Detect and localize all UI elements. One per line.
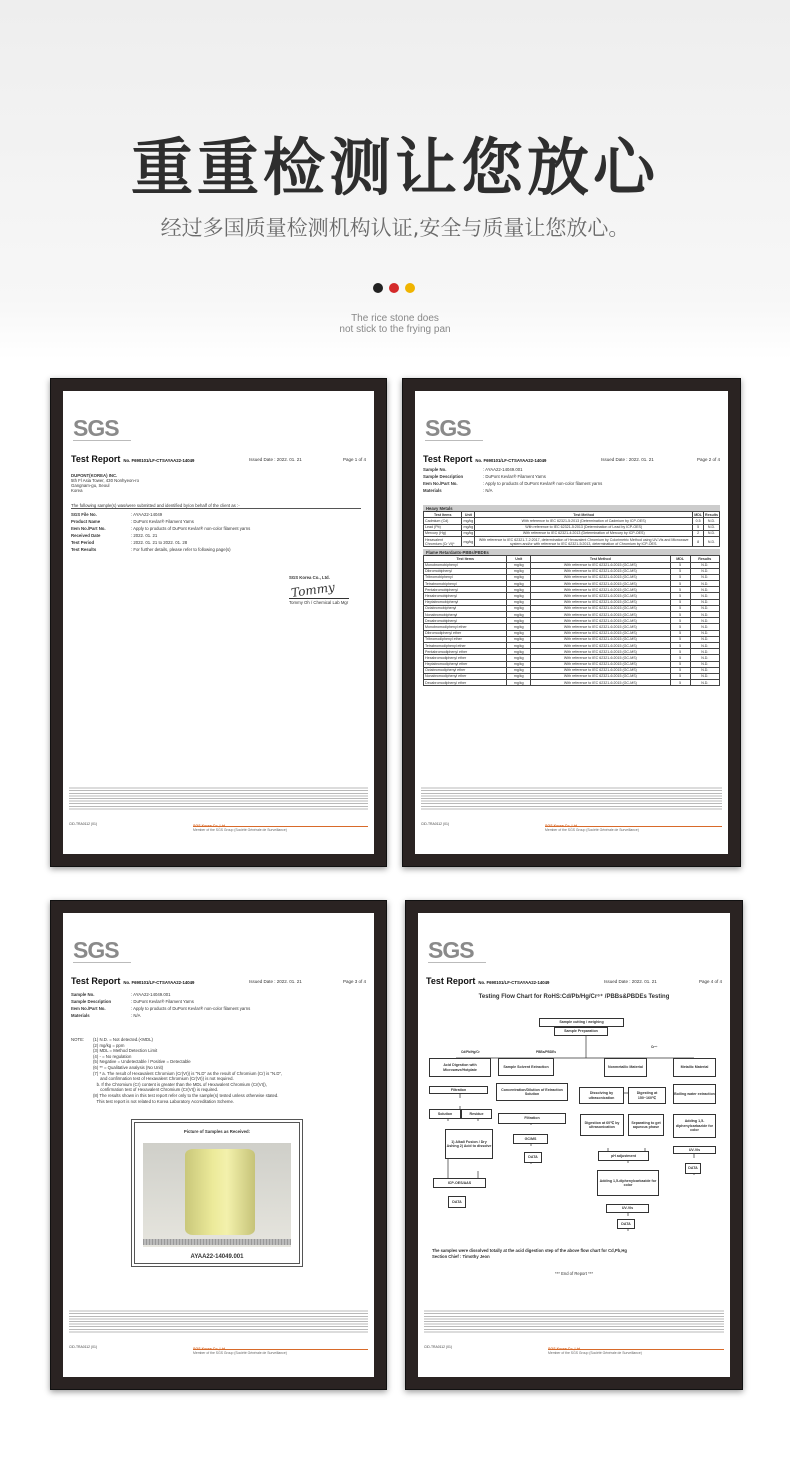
table-cell: 5 xyxy=(670,673,690,679)
table-cell: 5 xyxy=(670,624,690,630)
signature: Tommy xyxy=(290,580,336,600)
table-cell: mg/kg xyxy=(507,630,531,636)
table-cell: 0.5 xyxy=(693,518,704,524)
field-value: : AYAA22-14049.001 xyxy=(131,992,171,997)
table-cell: 5 xyxy=(670,581,690,587)
table-cell: N.D. xyxy=(690,649,719,655)
table-row xyxy=(424,536,720,546)
heavy-metals-table xyxy=(423,511,720,547)
table-cell: N.D. xyxy=(704,524,720,530)
signer-name: Tommy Oh / Chemical Lab Mgr xyxy=(289,600,349,605)
table-cell: mg/kg xyxy=(507,593,531,599)
flowchart-box: Digesting at 150~160℃ xyxy=(628,1087,666,1104)
address-line: Korea xyxy=(71,488,83,493)
note-line: and confirmation test of Hexavalent Chromium (Cr(VI)) is not required. xyxy=(93,1076,234,1082)
page-title: 重重检测让您放心 xyxy=(130,131,659,204)
sample-picture-box xyxy=(131,1119,303,1267)
field-value: : Apply to products of DuPont Kevlar® non-color filament yarns xyxy=(131,1006,251,1011)
footer-member: Member of the SGS Group (Société Générale de Surveillance) xyxy=(545,826,722,832)
tagline-line1: The rice stone does xyxy=(351,313,439,324)
table-cell: mg/kg xyxy=(507,618,531,624)
report-number: No. F690101/LF-CTSAYAA22-14049 xyxy=(478,980,550,985)
report-number: No. F690101/LF-CTSAYAA22-14049 xyxy=(475,458,547,463)
table-cell: Octabromodiphenyl ether xyxy=(424,667,507,673)
table-cell: N.D. xyxy=(690,680,719,686)
field-value: : 2022. 01. 21 to 2022. 01. 28 xyxy=(131,540,188,545)
form-code: CID-TRA0112 (01) xyxy=(69,1345,98,1349)
page-number: Page 1 of 4 xyxy=(342,457,366,462)
table-cell: N.D. xyxy=(690,673,719,679)
field-label: Sample Description xyxy=(423,474,464,479)
field-row xyxy=(71,518,361,525)
table-cell: Decabromodiphenyl ether xyxy=(424,680,507,686)
table-cell: 5 xyxy=(670,642,690,648)
certificate-page-4 xyxy=(405,900,743,1390)
field-label: Materials xyxy=(423,488,442,493)
column-header: Unit xyxy=(462,512,475,518)
field-row xyxy=(71,511,361,518)
flowchart-box: UV-Vis xyxy=(673,1146,716,1154)
issued-date: Issued Date : 2022. 01. 21 xyxy=(249,979,302,984)
table-cell: 5 xyxy=(670,630,690,636)
address-line: Gangnam-gu, Seoul xyxy=(71,483,110,488)
flowchart-box: Nonmetallic Material xyxy=(604,1058,647,1077)
table-cell: 5 xyxy=(670,599,690,605)
table-cell: N.D. xyxy=(690,581,719,587)
section-chief: Section Chief : Timothy Jeon xyxy=(432,1253,490,1259)
table-cell: With reference to IEC 62321-6:2015 (GC-MS) xyxy=(531,593,671,599)
table-cell: 5 xyxy=(670,655,690,661)
table-cell: mg/kg xyxy=(507,649,531,655)
flowchart-box: Metallic Material xyxy=(673,1058,716,1077)
flowchart-box: Sample Solvent Extraction xyxy=(498,1058,554,1076)
note-line: (3) MDL = Method Detection Limit xyxy=(93,1048,158,1054)
table-cell: Tribromodiphenyl ether xyxy=(424,636,507,642)
table-cell: Heptabromodiphenyl ether xyxy=(424,661,507,667)
report-title-text: Test Report xyxy=(71,454,121,464)
table-cell: Pentabromobiphenyl xyxy=(424,587,507,593)
table-cell: With reference to IEC 62321-6:2015 (GC-MS) xyxy=(531,599,671,605)
field-value: : Apply to products of DuPont Kevlar® non-color filament yarns xyxy=(483,481,603,486)
table-cell: With reference to IEC 62321-5:2013 (Determination of Cadmium by ICP-OES) xyxy=(475,518,693,524)
field-label: SGS File No. xyxy=(71,512,97,517)
table-cell: Monobromodiphenyl ether xyxy=(424,624,507,630)
report-number: No. F690101/LF-CTSAYAA22-14049 xyxy=(123,458,195,463)
sample-fields xyxy=(423,466,713,494)
sample-id: AYAA22-14049.001 xyxy=(190,1254,244,1260)
table-cell: 8 xyxy=(693,536,704,546)
column-header: Test Method xyxy=(531,556,671,562)
field-row xyxy=(71,998,361,1005)
sgs-korea-label: SGS Korea Co.,Ltd. xyxy=(548,1347,582,1351)
table-cell: mg/kg xyxy=(507,581,531,587)
column-header: MDL xyxy=(694,512,702,517)
table-cell: With reference to IEC 62321-6:2015 (GC-MS) xyxy=(531,624,671,630)
page-number: Page 3 of 4 xyxy=(342,979,366,984)
field-value: : AYAA22-14049.001 xyxy=(483,467,523,472)
table-cell: mg/kg xyxy=(463,531,474,536)
table-cell: Dibromodiphenyl ether xyxy=(424,630,507,636)
field-value: : Apply to products of DuPont Kevlar® non-color filament yarns xyxy=(131,526,251,531)
flowchart-box: UV-Vis xyxy=(606,1204,649,1213)
flowchart-branch-label: Cd/Pb/Hg/Cr xyxy=(461,1050,480,1054)
flowchart-box: DATA xyxy=(685,1163,701,1174)
flowchart-box: Dissolving by ultrasonication xyxy=(579,1087,624,1104)
sgs-korea-label: SGS Korea Co.,Ltd. xyxy=(545,824,579,828)
table-cell: mg/kg xyxy=(507,605,531,611)
tagline-line2: not stick to the frying pan xyxy=(339,324,451,335)
flowchart-box: GC/MS xyxy=(513,1134,548,1144)
table-cell: N.D. xyxy=(690,661,719,667)
table-cell: N.D. xyxy=(690,642,719,648)
table-cell: With reference to IEC 62321-6:2015 (GC-MS) xyxy=(531,673,671,679)
table-cell: 5 xyxy=(670,605,690,611)
results-tables xyxy=(423,503,720,686)
flowchart-branch-label: Cr⁶⁺ xyxy=(651,1045,658,1049)
flowchart-box: Boiling water extraction xyxy=(673,1084,716,1104)
footer-member: Member of the SGS Group (Société Générale de Surveillance) xyxy=(548,1349,724,1355)
certificate-page-1 xyxy=(50,378,387,867)
table-cell: With reference to IEC 62321-5:2013 (Determination of Lead by ICP-OES) xyxy=(475,524,693,530)
table-cell: With reference to IEC 62321-6:2015 (GC-MS) xyxy=(531,642,671,648)
table-cell: 5 xyxy=(670,562,690,568)
table-cell: mg/kg xyxy=(507,655,531,661)
table-cell: N.D. xyxy=(690,605,719,611)
disclaimer-text xyxy=(424,1309,724,1333)
report-title-text: Test Report xyxy=(426,976,476,986)
issued-date: Issued Date : 2022. 01. 21 xyxy=(249,457,302,462)
table-cell: mg/kg xyxy=(507,587,531,593)
table-cell: mg/kg xyxy=(507,574,531,580)
note-line: This test report is not related to Korea Laboratory Accreditation Scheme. xyxy=(93,1098,235,1104)
flowchart-box: Solution xyxy=(429,1109,461,1119)
flowchart-box: Adding 1,5-diphenylcarbazide for color xyxy=(597,1170,659,1196)
table-cell: Pentabromodiphenyl ether xyxy=(424,649,507,655)
table-cell: N.D. xyxy=(690,618,719,624)
field-label: Item No./Part No. xyxy=(423,481,458,486)
table-cell: With reference to IEC 62321-6:2015 (GC-MS) xyxy=(531,655,671,661)
table-cell: 2 xyxy=(693,530,704,536)
table-cell: 5 xyxy=(670,587,690,593)
field-label: Sample Description xyxy=(71,999,112,1004)
footer-member: Member of the SGS Group (Société Générale de Surveillance) xyxy=(193,826,368,832)
issued-date: Issued Date : 2022. 01. 21 xyxy=(601,457,654,462)
flowchart-box: Separating to get aqueous phase xyxy=(628,1114,664,1136)
column-header: Test Items xyxy=(424,556,507,562)
dot-black xyxy=(373,283,383,293)
table-cell: With reference to IEC 62321-6:2015 (GC-MS) xyxy=(531,618,671,624)
table-cell: mg/kg xyxy=(463,525,474,530)
field-value: : DuPont Kevlar® Filament Yarns xyxy=(131,519,194,524)
field-value: : 2022. 01. 21 xyxy=(131,533,158,538)
field-label: Item No./Part No. xyxy=(71,1006,106,1011)
report-fields xyxy=(71,511,361,553)
certificate-page-2 xyxy=(402,378,741,867)
flowchart-box: Sample Preparation xyxy=(554,1027,608,1036)
field-value: : N/A xyxy=(131,1013,141,1018)
field-label: Received Date xyxy=(71,533,101,538)
flowchart-box: Filtration xyxy=(429,1086,488,1094)
table-cell: mg/kg xyxy=(507,661,531,667)
note-line: confirmation test of Hexavalent Chromium (Cr(VI)) is required. xyxy=(93,1087,219,1093)
disclaimer-text xyxy=(69,786,368,810)
field-row xyxy=(71,525,361,532)
note-line: (7) * a. The result of Hexavalent Chromium (Cr(VI)) is "N.D" as the result of Chromium (Cr) is "N.D", xyxy=(93,1070,283,1076)
table-cell: mg/kg xyxy=(507,636,531,642)
picture-title: Picture of Samples as Received: xyxy=(183,1129,251,1134)
flowchart-box: Digestion at 60℃ by ultrasonication xyxy=(580,1114,624,1136)
table-cell: With reference to IEC 62321-6:2015 (GC-MS) xyxy=(531,605,671,611)
sgs-logo: SGS xyxy=(73,417,131,441)
note-line: (8) The results shown in this test report refer only to the sample(s) tested unless otherwise stated. xyxy=(93,1092,279,1098)
disclaimer-text xyxy=(69,1309,368,1333)
field-row xyxy=(71,1012,361,1019)
table-cell: 5 xyxy=(670,667,690,673)
field-row xyxy=(71,532,361,539)
table-cell: N.D. xyxy=(690,630,719,636)
field-row xyxy=(71,991,361,998)
note-line: (5) Negative = Undetectable / Positive = Detectable xyxy=(93,1059,191,1065)
note-line: (2) mg/kg = ppm xyxy=(93,1042,125,1048)
page-number: Page 4 of 4 xyxy=(698,979,722,984)
table-cell: With reference to IEC 62321-7-2:2017, determination of Hexavalent Chromium by Colorimetric Method using UV-Vis and Microwave system and/or with reference to IEC 62321-5:2013, determination of Chromium by ICP-OES. xyxy=(475,536,693,546)
table-cell: Cadmium (Cd) xyxy=(424,518,462,524)
note-line: b. If the Chromium (Cr) content is greater than the MDL of Hexavalent Chromium (Cr(VI)), xyxy=(93,1081,267,1087)
field-row xyxy=(423,480,713,487)
field-value: : N/A xyxy=(483,488,493,493)
signer-company: SGS Korea Co., Ltd. xyxy=(289,575,330,580)
table-cell: 5 xyxy=(670,568,690,574)
table-cell: N.D. xyxy=(704,536,720,546)
flowchart-box: DATA xyxy=(524,1152,542,1163)
table-cell: Heptabromobiphenyl xyxy=(424,599,507,605)
flowchart-box: pH adjustment xyxy=(598,1151,649,1161)
table-cell: With reference to IEC 62321-6:2015 (GC-MS) xyxy=(531,587,671,593)
table-cell: mg/kg xyxy=(507,599,531,605)
table-cell: 5 xyxy=(670,680,690,686)
table-cell: 5 xyxy=(693,524,704,530)
table-cell: N.D. xyxy=(690,655,719,661)
table-cell: Mercury (Hg) xyxy=(424,530,462,536)
flame-retardants-table xyxy=(423,555,720,686)
table-cell: mg/kg xyxy=(507,568,531,574)
flowchart-box: Concentration/Dilution of Extraction Solution xyxy=(496,1083,568,1101)
flowchart-title: Testing Flow Chart for RoHS:Cd/Pb/Hg/Cr⁶⁺ /PBBs&PBDEs Testing xyxy=(478,994,670,1000)
table-cell: With reference to IEC 62321-6:2015 (GC-MS) xyxy=(531,581,671,587)
table-cell: 5 xyxy=(670,593,690,599)
table-cell: N.D. xyxy=(690,568,719,574)
field-label: Test Period xyxy=(71,540,95,545)
column-header: Results xyxy=(705,512,718,517)
flowchart-box: Adding 1,5-diphenylcarbazide for color xyxy=(673,1114,716,1138)
table-cell: With reference to IEC 62321-6:2015 (GC-MS) xyxy=(531,661,671,667)
note-line: (4) - = No regulation xyxy=(93,1053,132,1059)
table-cell: With reference to IEC 62321-6:2015 (GC-MS) xyxy=(531,667,671,673)
table-cell: mg/kg xyxy=(507,642,531,648)
flowchart-box: Sample cutting / weighing xyxy=(539,1018,624,1027)
field-row xyxy=(423,466,713,473)
client-address xyxy=(71,473,139,493)
field-label: Test Results xyxy=(71,547,97,552)
table-cell: With reference to IEC 62321-6:2015 (GC-MS) xyxy=(531,630,671,636)
field-row xyxy=(423,473,713,480)
table-cell: 5 xyxy=(670,636,690,642)
table-cell: mg/kg xyxy=(507,667,531,673)
sample-photo xyxy=(143,1143,291,1247)
table-cell: mg/kg xyxy=(507,680,531,686)
table-cell: With reference to IEC 62321-6:2015 (GC-MS) xyxy=(531,680,671,686)
report-title xyxy=(71,454,194,464)
table-cell: Tetrabromodiphenyl ether xyxy=(424,642,507,648)
table-cell: 5 xyxy=(670,618,690,624)
field-row xyxy=(71,546,361,553)
report-title-text: Test Report xyxy=(71,976,121,986)
flowchart-box: Filtration xyxy=(498,1113,566,1124)
table-cell: Lead (Pb) xyxy=(424,524,462,530)
form-code: CID-TRA0112 (01) xyxy=(424,1345,453,1349)
note-line: (1) N.D. = Not detected.(<MDL) xyxy=(93,1037,153,1042)
heavy-metals-title: Heavy Metals xyxy=(423,505,720,511)
flowchart-note xyxy=(432,1248,716,1259)
disclaimer-text xyxy=(421,786,722,810)
field-label: Product Name xyxy=(71,519,101,524)
flowchart-box: Acid Digestion with Microwave/Hotplate xyxy=(429,1058,491,1077)
table-cell: N.D. xyxy=(690,562,719,568)
field-value: : DuPont Kevlar® Filament Yarns xyxy=(483,474,546,479)
column-header: Unit xyxy=(507,556,531,562)
table-cell: N.D. xyxy=(690,599,719,605)
table-cell: mg/kg xyxy=(507,562,531,568)
column-header: MDL xyxy=(670,556,690,562)
field-row xyxy=(423,487,713,494)
table-cell: N.D. xyxy=(690,593,719,599)
column-header: Test Items xyxy=(424,512,462,518)
intro-text: The following sample(s) was/were submitted and identified by/on behalf of the client as :- xyxy=(71,503,361,509)
field-label: Sample No. xyxy=(423,467,447,472)
note-label: NOTE: xyxy=(71,1037,85,1042)
note-line: (6) ** = Qualitative analysis (No Unit) xyxy=(93,1064,164,1070)
table-cell: mg/kg xyxy=(507,624,531,630)
table-cell: N.D. xyxy=(704,518,720,524)
table-cell: With reference to IEC 62321-6:2015 (GC-MS) xyxy=(531,649,671,655)
table-cell: mg/kg xyxy=(507,612,531,618)
table-cell: With reference to IEC 62321-6:2015 (GC-MS) xyxy=(531,612,671,618)
column-header: Test Method xyxy=(475,512,693,518)
sample-fields xyxy=(71,991,361,1019)
flame-retardants-title: Flame Retardants-PBBs/PBDEs xyxy=(423,549,720,555)
field-value: : DuPont Kevlar® Filament Yarns xyxy=(131,999,194,1004)
table-cell: With reference to IEC 62321-6:2015 (GC-MS) xyxy=(531,568,671,574)
table-cell: 5 xyxy=(670,574,690,580)
sgs-logo: SGS xyxy=(425,417,483,441)
table-cell: Nonabromobiphenyl xyxy=(424,612,507,618)
table-cell: N.D. xyxy=(690,624,719,630)
footer-member: Member of the SGS Group (Société Générale de Surveillance) xyxy=(193,1349,368,1355)
form-code: CID-TRA0112 (01) xyxy=(69,822,98,826)
table-cell: With reference to IEC 62321-6:2015 (GC-MS) xyxy=(531,636,671,642)
field-value: : For further details, please refer to following page(s) xyxy=(131,547,231,552)
report-title-text: Test Report xyxy=(423,454,473,464)
field-label: Item No./Part No. xyxy=(71,526,106,531)
dot-red xyxy=(389,283,399,293)
sgs-korea-label: SGS Korea Co.,Ltd. xyxy=(193,1347,227,1351)
dot-yellow xyxy=(405,283,415,293)
flowchart-box: 1) Alkali Fusion / Dry Ashing 2) Acid to dissolve xyxy=(445,1129,493,1159)
page-subtitle: 经过多国质量检测机构认证,安全与质量让您放心。 xyxy=(160,216,630,240)
table-cell: Tetrabromobiphenyl xyxy=(424,581,507,587)
table-cell: 5 xyxy=(670,612,690,618)
table-cell: 5 xyxy=(670,649,690,655)
table-cell: With reference to IEC 62321-6:2015 (GC-MS) xyxy=(531,562,671,568)
field-row xyxy=(71,1005,361,1012)
field-row xyxy=(71,539,361,546)
ruler xyxy=(143,1239,291,1245)
column-header: Results xyxy=(690,556,719,562)
issued-date: Issued Date : 2022. 01. 21 xyxy=(604,979,657,984)
table-cell: Octabromobiphenyl xyxy=(424,605,507,611)
client-company: DUPONT(KOREA) INC. xyxy=(71,473,118,478)
field-value: : AYAA22-14049 xyxy=(131,512,163,517)
page-number: Page 2 of 4 xyxy=(696,457,720,462)
table-cell: Hexabromobiphenyl xyxy=(424,593,507,599)
sgs-korea-label: SGS Korea Co.,Ltd. xyxy=(193,824,227,828)
closing-statement: The samples were dissolved totally at the acid digestion step of the above flow chart for Cd,Pb,Hg xyxy=(432,1248,627,1253)
table-cell: N.D. xyxy=(704,530,720,536)
table-cell: Hexabromodiphenyl ether xyxy=(424,655,507,661)
end-of-report: *** End of Report *** xyxy=(555,1271,593,1276)
table-cell: mg/kg xyxy=(463,518,474,523)
table-cell: 5 xyxy=(670,661,690,667)
yarn-spool xyxy=(185,1149,255,1235)
field-label: Materials xyxy=(71,1013,90,1018)
report-title xyxy=(423,454,546,464)
sgs-logo: SGS xyxy=(428,939,486,963)
table-row xyxy=(424,680,720,686)
flowchart-box: Residue xyxy=(461,1109,492,1119)
table-cell: Tribromobiphenyl xyxy=(424,574,507,580)
table-cell: Nonabromodiphenyl ether xyxy=(424,673,507,679)
table-cell: Decabromobiphenyl xyxy=(424,618,507,624)
flowchart-box: DATA xyxy=(448,1196,466,1208)
notes-list xyxy=(93,1037,282,1104)
report-title xyxy=(71,976,194,986)
flowchart-branch-label: PBBs/PBDEs xyxy=(536,1050,557,1054)
table-cell: mg/kg xyxy=(507,673,531,679)
table-cell: With reference to IEC 62321-6:2015 (GC-MS) xyxy=(531,574,671,580)
table-cell: N.D. xyxy=(690,574,719,580)
field-label: Sample No. xyxy=(71,992,95,997)
table-cell: Monobromobiphenyl xyxy=(424,562,507,568)
table-cell: With reference to IEC 62321-4:2013 (Determination of Mercury by ICP-OES) xyxy=(475,530,693,536)
table-cell: N.D. xyxy=(690,612,719,618)
table-cell: Hexavalent Chromium (Cr VI)* xyxy=(424,536,462,546)
report-number: No. F690101/LF-CTSAYAA22-14049 xyxy=(123,980,195,985)
form-code: CID-TRA0112 (01) xyxy=(421,822,450,826)
sample-picture-inner xyxy=(134,1122,300,1264)
table-cell: N.D. xyxy=(690,667,719,673)
flowchart-box: DATA xyxy=(617,1219,635,1229)
table-cell: Dibromobiphenyl xyxy=(424,568,507,574)
address-line: 5th Fl Asia Tower, 430 Nonhyeon-ro xyxy=(71,478,139,483)
table-cell: N.D. xyxy=(690,636,719,642)
flowchart-box: ICP-OES/AAS xyxy=(433,1178,486,1188)
table-cell: mg/kg xyxy=(462,536,475,546)
table-cell: N.D. xyxy=(690,587,719,593)
certificate-page-3 xyxy=(50,900,387,1390)
sgs-logo: SGS xyxy=(73,939,131,963)
